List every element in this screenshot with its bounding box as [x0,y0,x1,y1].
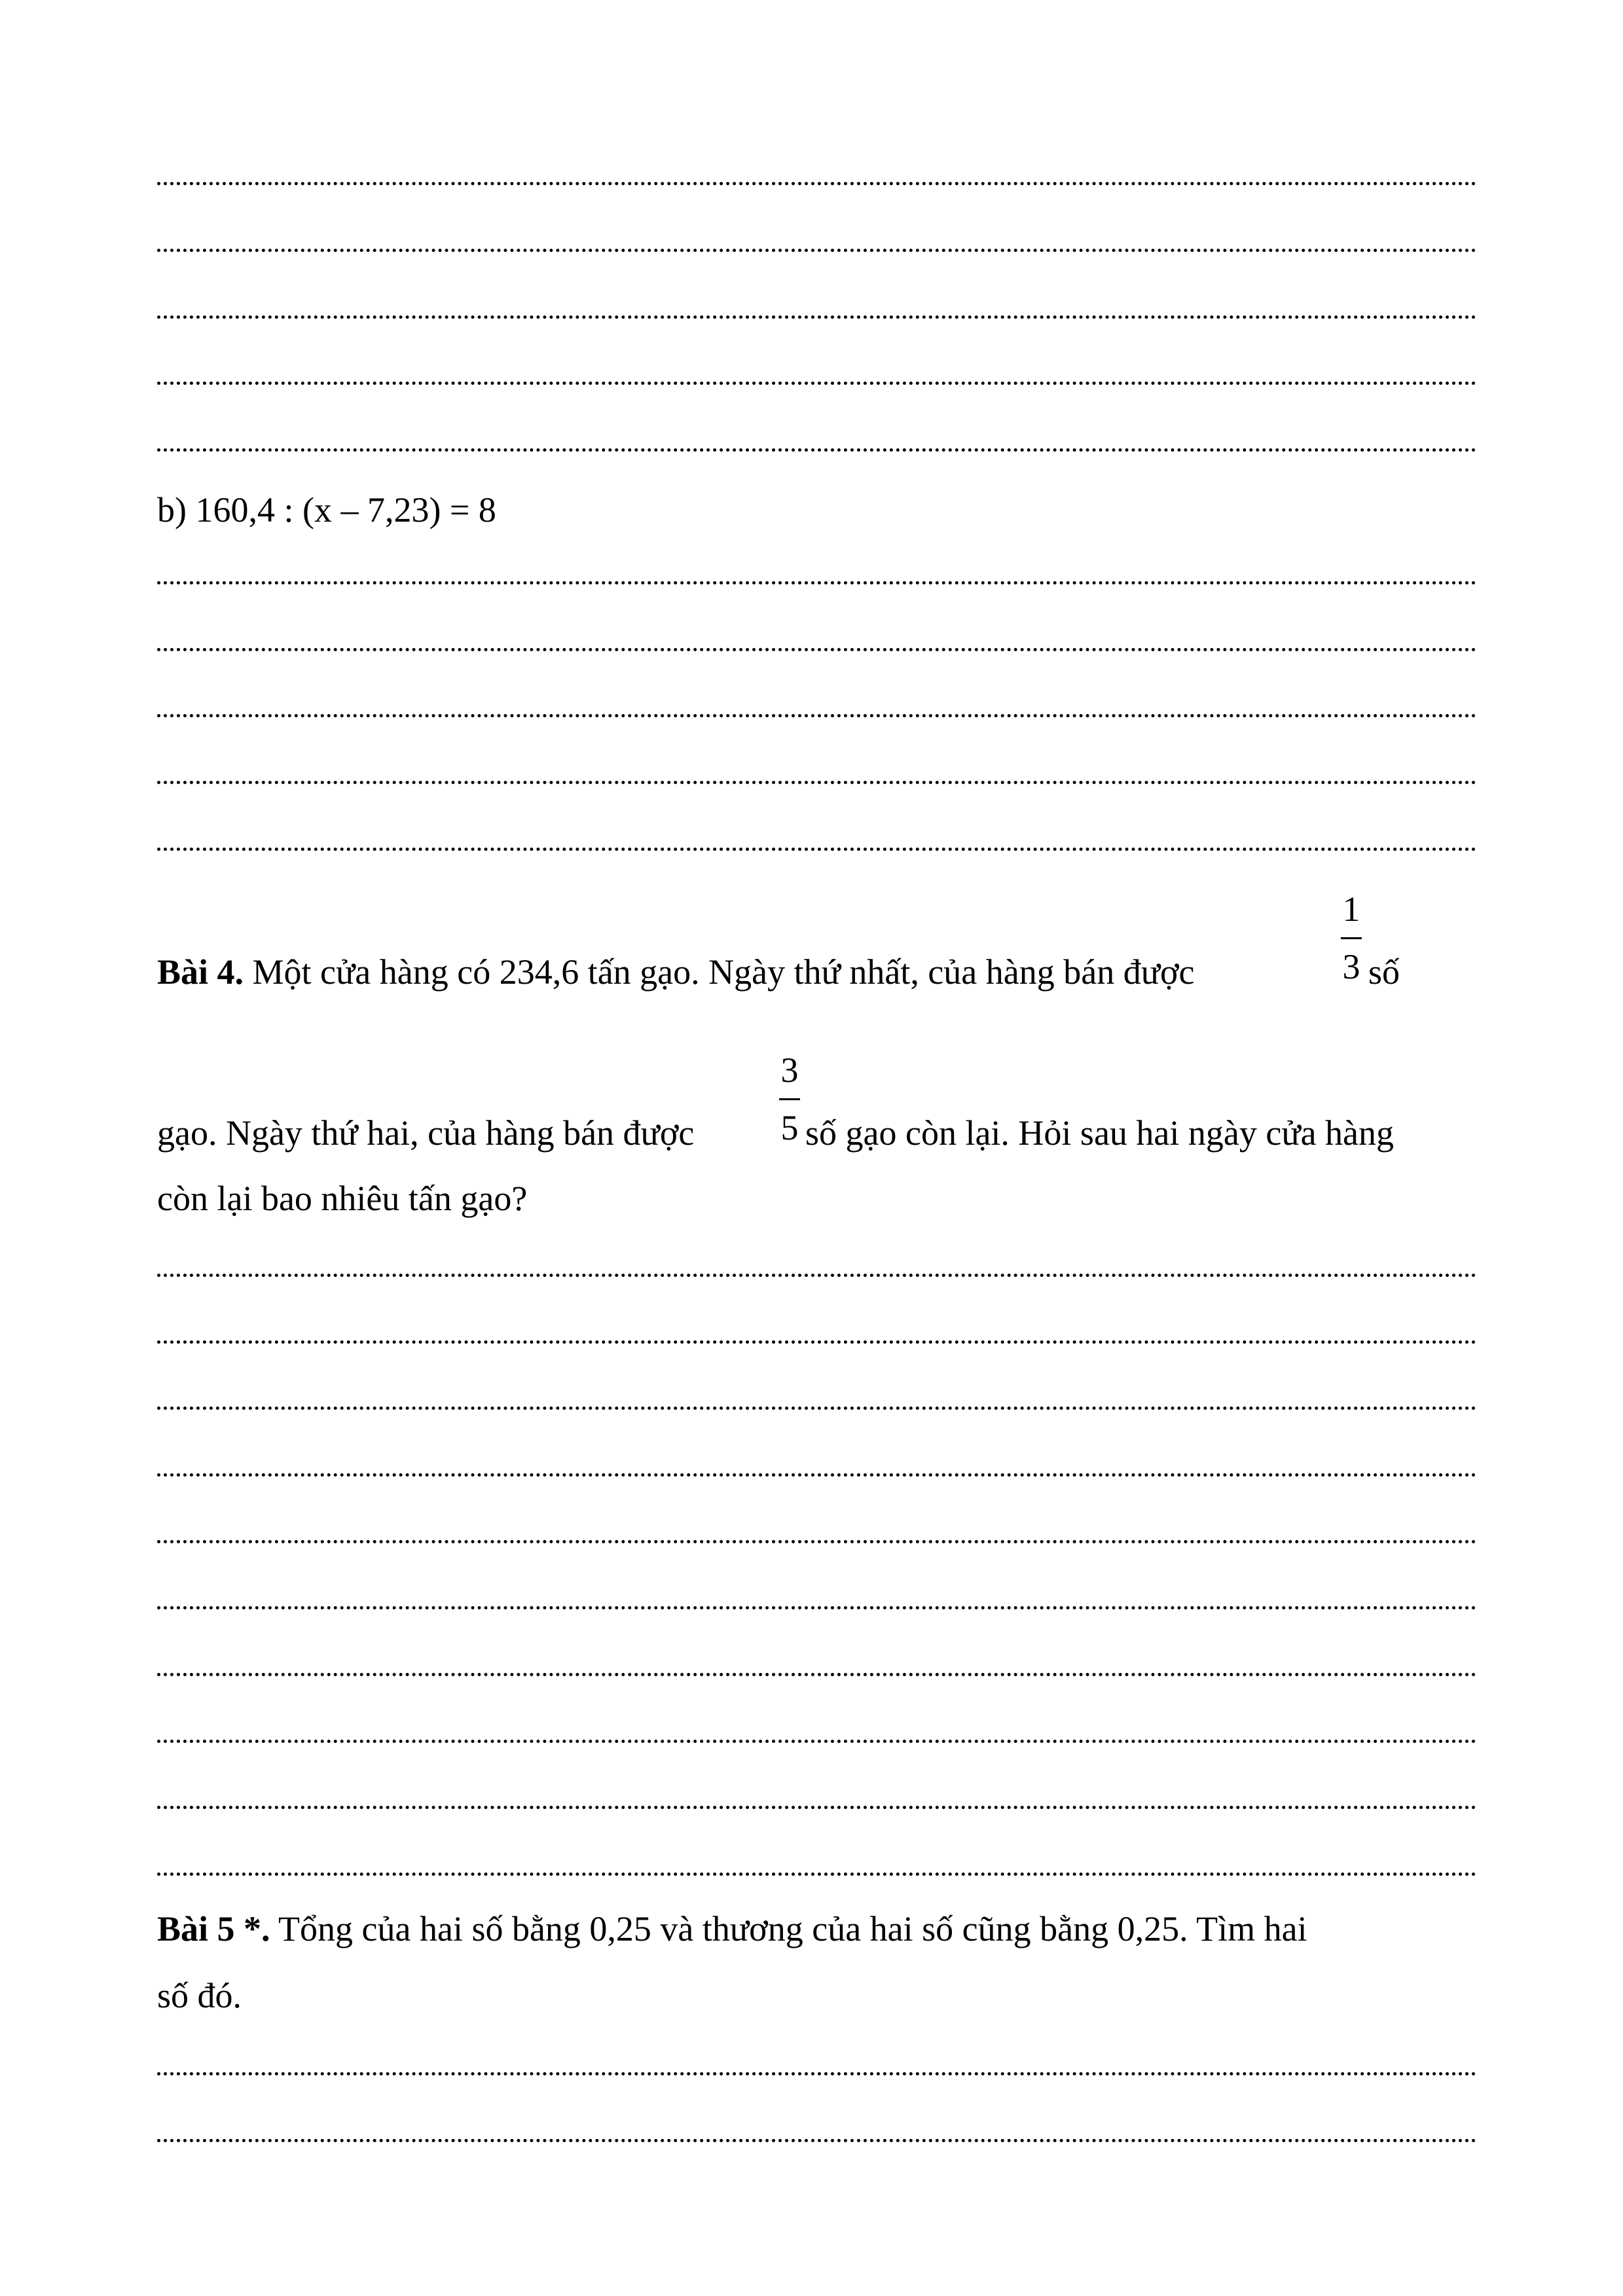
answer-line [157,581,1476,584]
fraction-bar [1341,937,1362,939]
answer-line [157,2072,1476,2075]
bai4-text-1-end: số [1368,952,1400,992]
answer-line [157,249,1476,252]
answer-line [157,1340,1476,1344]
fraction-denominator: 3 [1342,947,1360,986]
answer-line [157,1606,1476,1609]
answer-line [157,648,1476,651]
fraction-numerator: 1 [1342,889,1360,929]
bai4-line-1 [157,954,1195,990]
answer-line [157,382,1476,385]
fraction-one-third [1338,891,1364,990]
bai4-title: Bài 4. [157,952,244,992]
answer-line [157,1473,1476,1477]
fraction-numerator: 3 [780,1050,799,1090]
answer-line [157,781,1476,784]
answer-line [157,714,1476,717]
bai4-line-3: còn lại bao nhiêu tấn gạo? [157,1179,528,1218]
answer-line [157,1673,1476,1676]
answer-line [157,315,1476,319]
bai5-title: Bài 5 *. [157,1909,270,1948]
bai4-line-2-end: số gạo còn lại. Hỏi sau hai ngày cửa hàng [805,1113,1395,1153]
answer-line [157,1407,1476,1410]
bai4-line-2-start: gạo. Ngày thứ hai, của hàng bán được [157,1113,695,1153]
answer-line [157,1873,1476,1876]
answer-line [157,2139,1476,2142]
fraction-bar [779,1098,800,1100]
answer-line [157,1540,1476,1543]
bai5-line-2: số đó. [157,1976,242,2015]
bai5-line-1 [157,1911,1307,1946]
answer-line [157,182,1476,185]
bai5-text-1: Tổng của hai số bằng 0,25 và thương của hai số cũng bằng 0,25. Tìm hai [270,1909,1307,1948]
answer-line [157,848,1476,851]
answer-line [157,1740,1476,1743]
answer-line [157,1806,1476,1809]
fraction-three-fifths [776,1052,803,1151]
bai4-text-1: Một cửa hàng có 234,6 tấn gạo. Ngày thứ nhất, của hàng bán được [244,952,1195,992]
part-b-equation: b) 160,4 : (x – 7,23) = 8 [157,490,496,529]
answer-line [157,1274,1476,1277]
fraction-denominator: 5 [780,1108,799,1147]
answer-line [157,448,1476,452]
